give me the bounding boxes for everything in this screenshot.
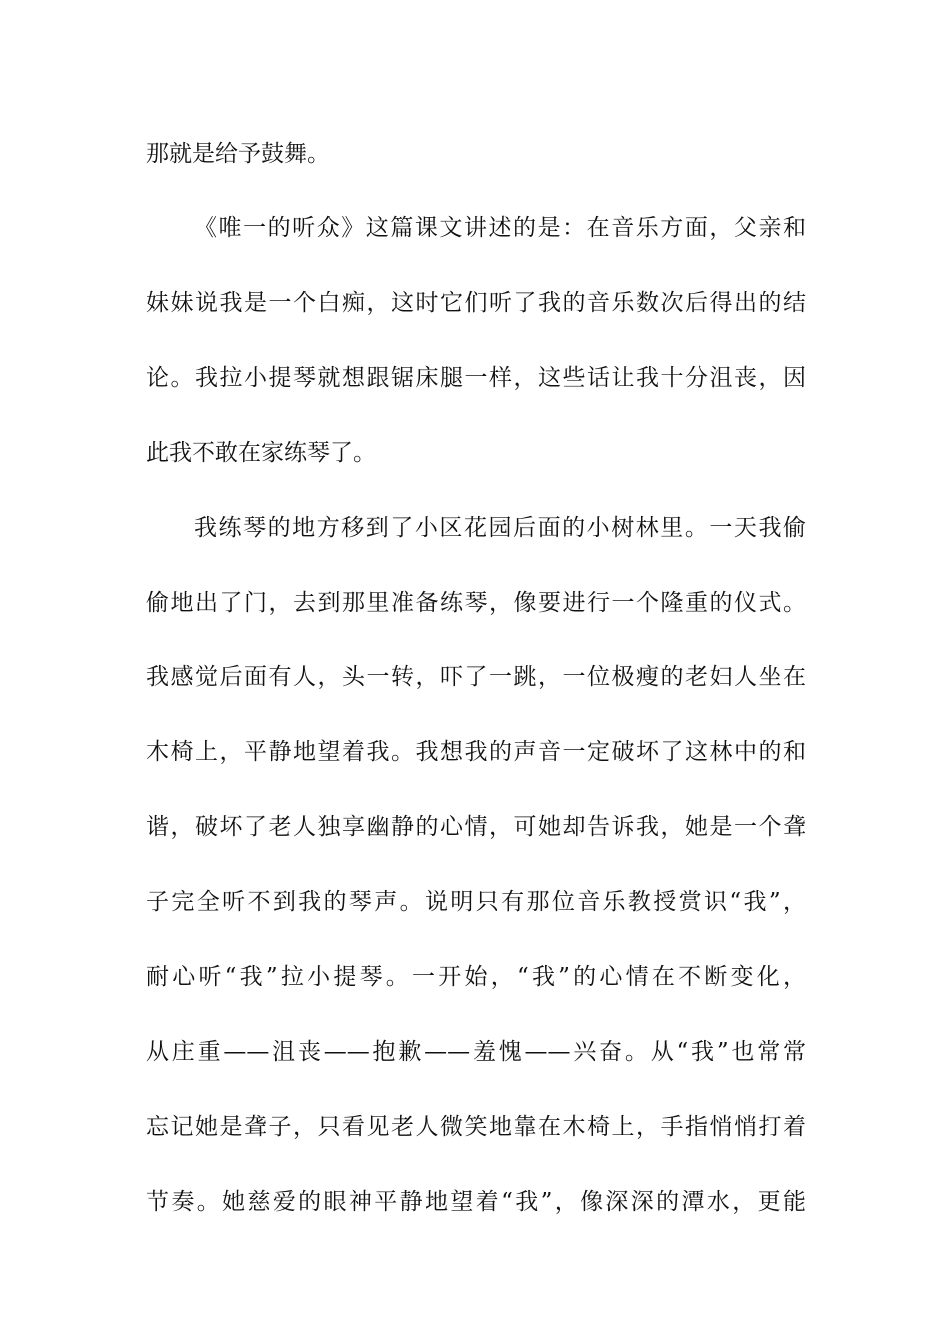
text-line: 妹妹说我是一个白痴，这时它们听了我的音乐数次后得出的结 bbox=[146, 290, 806, 316]
text-line: 我练琴的地方移到了小区花园后面的小树林里。一天我偷 bbox=[194, 515, 806, 541]
text-line: 那就是给予鼓舞。 bbox=[146, 141, 330, 167]
text-line: 论。我拉小提琴就想跟锯床腿一样，这些话让我十分沮丧，因 bbox=[146, 365, 806, 391]
text-line: 偷地出了门，去到那里准备练琴，像要进行一个隆重的仪式。 bbox=[146, 590, 806, 616]
text-line: 我感觉后面有人，头一转，吓了一跳，一位极瘦的老妇人坐在 bbox=[146, 664, 806, 690]
text-line: 耐心听“我”拉小提琴。一开始，“我”的心情在不断变化， bbox=[146, 964, 806, 990]
text-line: 谐，破坏了老人独享幽静的心情，可她却告诉我，她是一个聋 bbox=[146, 814, 806, 840]
text-line: 此我不敢在家练琴了。 bbox=[146, 440, 376, 466]
text-line: 节奏。她慈爱的眼神平静地望着“我”，像深深的潭水，更能 bbox=[146, 1189, 806, 1215]
text-line: 《唯一的听众》这篇课文讲述的是：在音乐方面，父亲和 bbox=[194, 215, 806, 241]
text-line: 从庄重——沮丧——抱歉——羞愧——兴奋。从“我”也常常 bbox=[146, 1039, 806, 1065]
text-line: 子完全听不到我的琴声。说明只有那位音乐教授赏识“我”， bbox=[146, 889, 806, 915]
text-line: 忘记她是聋子，只看见老人微笑地靠在木椅上，手指悄悄打着 bbox=[146, 1114, 806, 1140]
text-line: 木椅上，平静地望着我。我想我的声音一定破坏了这林中的和 bbox=[146, 739, 806, 765]
